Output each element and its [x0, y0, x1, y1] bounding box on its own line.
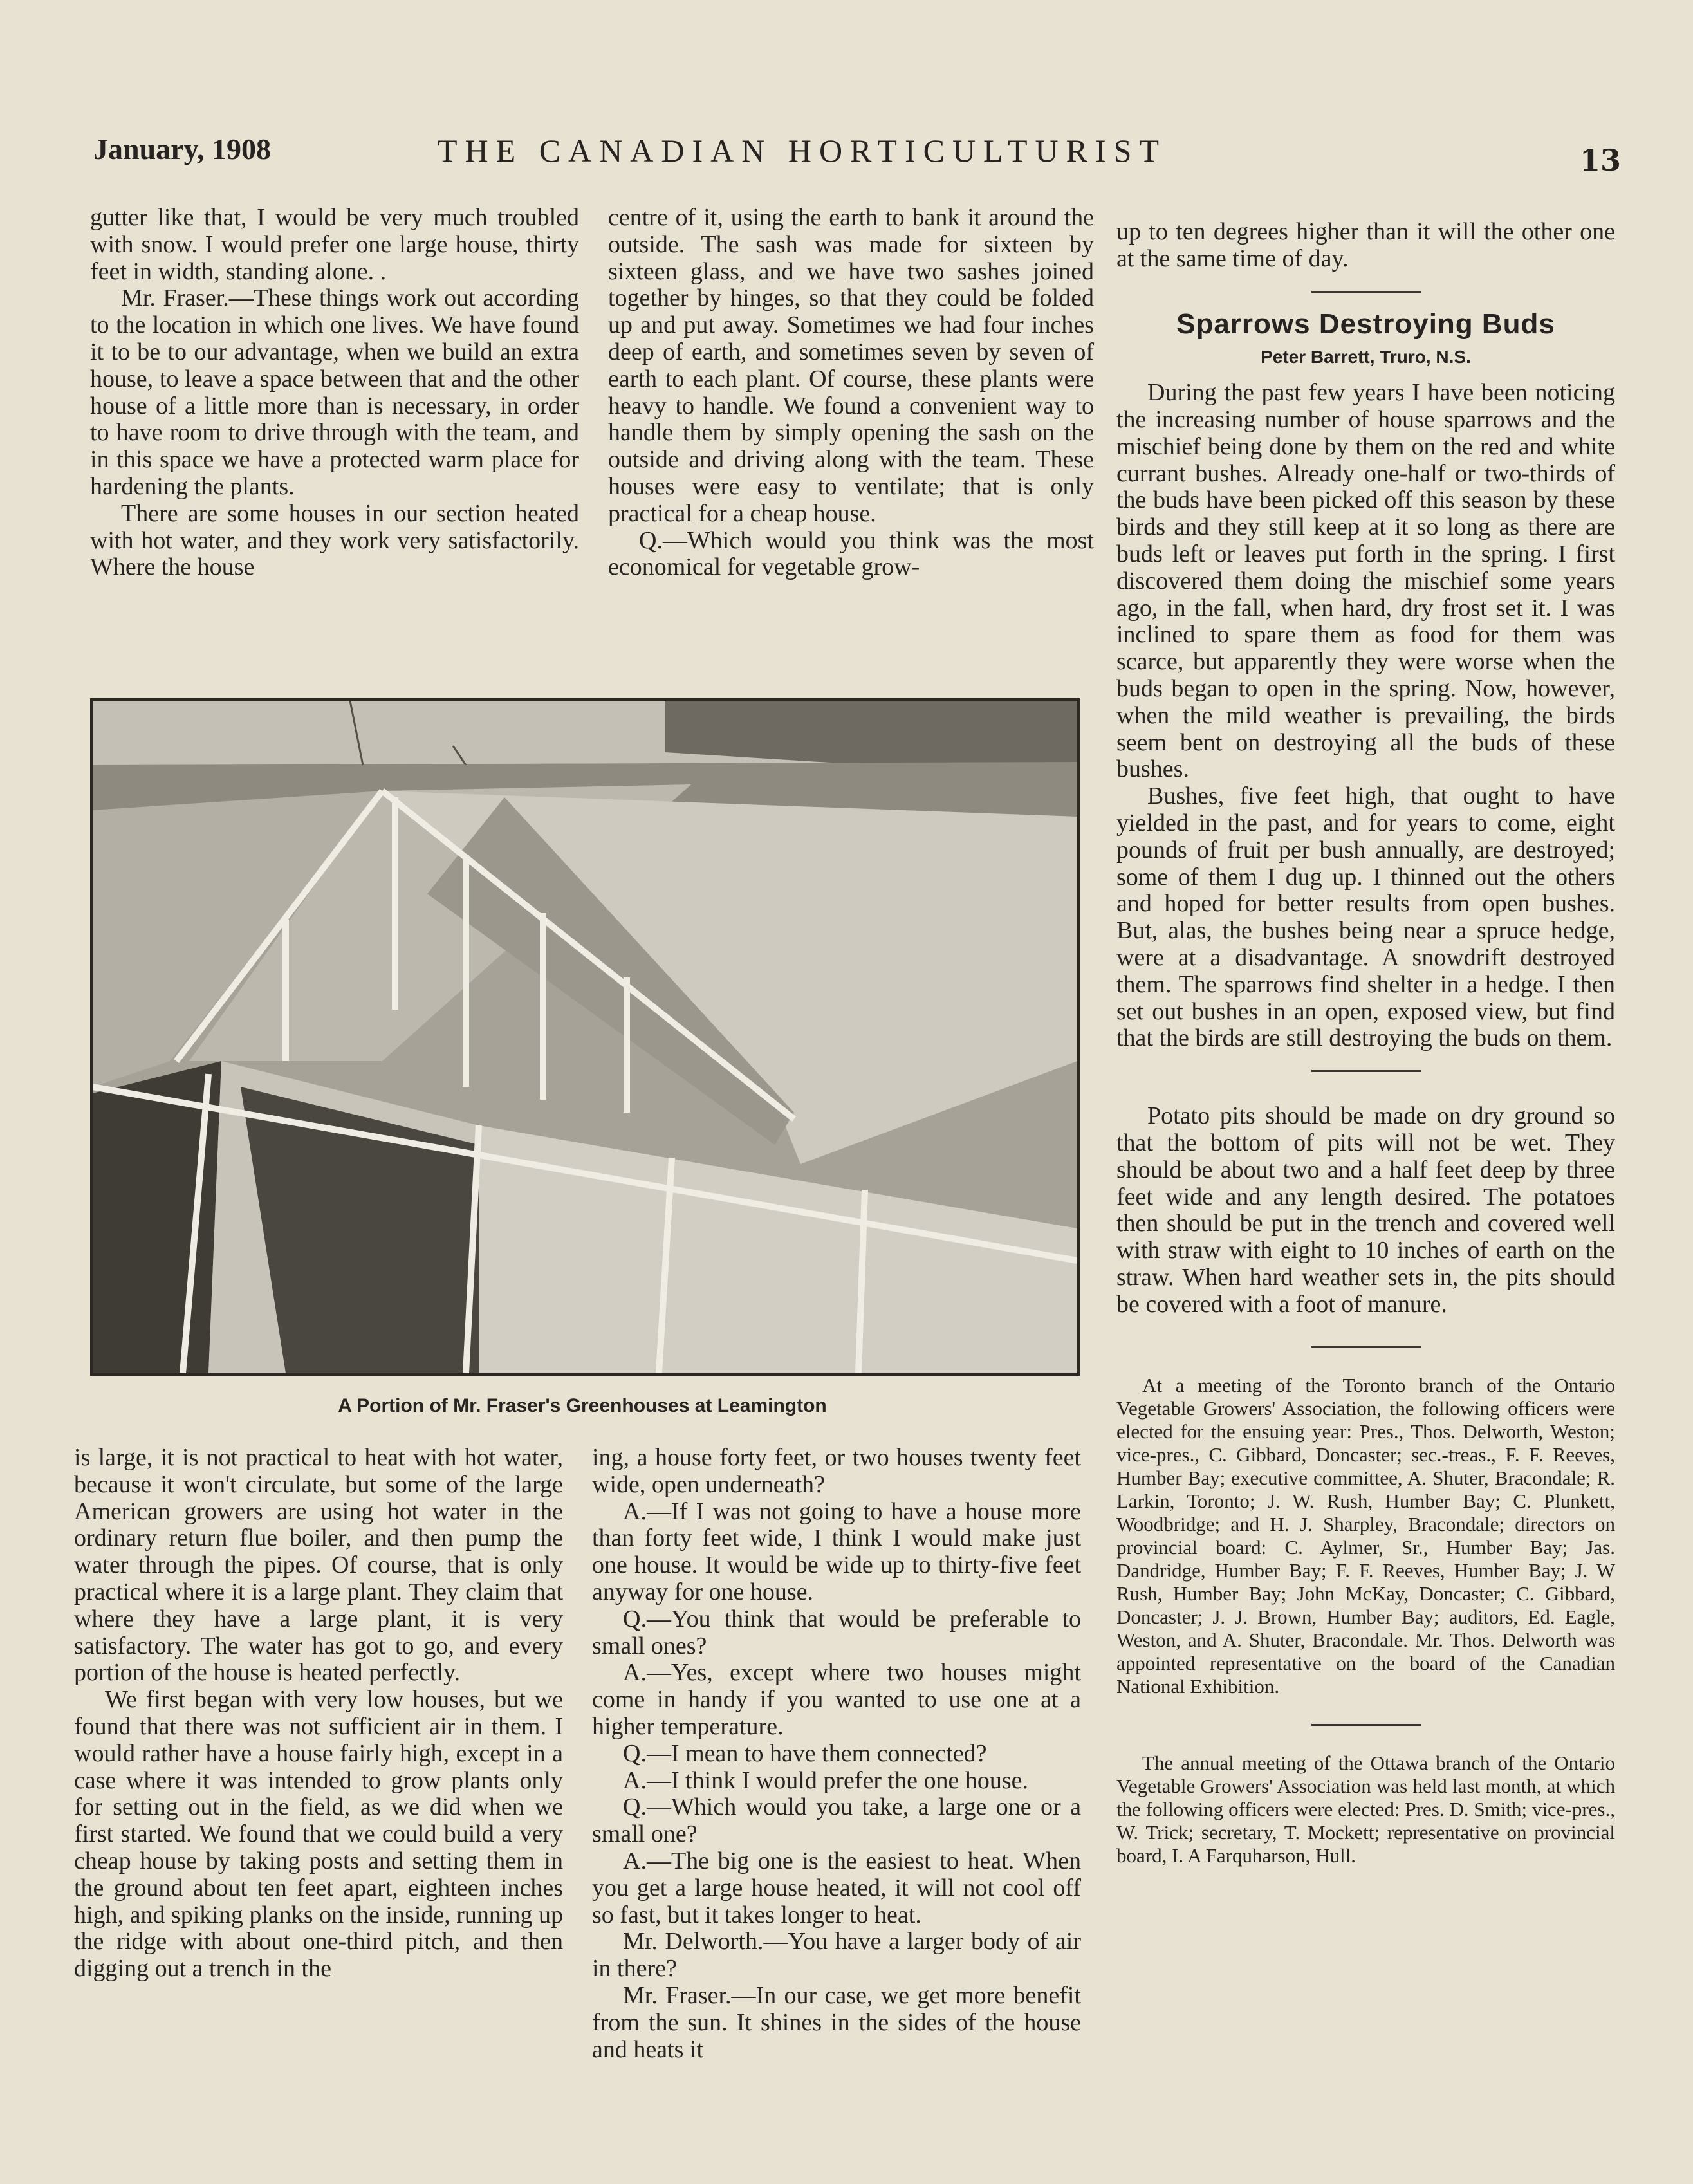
paragraph: Q.—You think that would be preferable to small ones?	[592, 1605, 1081, 1660]
paragraph: There are some houses in our section heated with hot water, and they work very satisfactorily. Where the house	[90, 499, 579, 581]
column-3	[1116, 219, 1615, 1867]
paragraph: We first began with very low houses, but we found that there was not sufficient air in them. I would rather have a house fairly high, except in a case where it was intended to grow plants only for setting out in the field, as we did when we first started. We found that we could build a very cheap house by taking posts and setting them in the ground about ten feet apart, eighteen inches high, and spiking planks on the inside, running up the ridge with about one-third pitch, and then digging out a trench in the	[74, 1686, 563, 1983]
paragraph: ing, a house forty feet, or two houses twenty feet wide, open underneath?	[592, 1444, 1081, 1498]
paragraph: During the past few years I have been noticing the increasing number of house sparrows and the mischief being done by them on the red and white currant bushes. Already one-half or two-thirds of the buds have been picked off this season by these birds and they still keep at it so long as there are buds left or leaves put forth in the spring. I first discovered them doing the mischief some years ago, in the fall, when hard, dry frost set it. I was inclined to spare them as food for them was scarce, but apparently they were worse when the buds began to open in the spring. Now, however, when the mild weather is prevailing, the birds seem bent on destroying all the buds of these bushes.	[1116, 379, 1615, 783]
paragraph: A.—If I was not going to have a house more than forty feet wide, I think I would make just one house. It would be wide up to thirty-five feet anyway for one house.	[592, 1497, 1081, 1606]
column-1-top	[90, 205, 579, 581]
paragraph: A.—I think I would prefer the one house.	[623, 1766, 1029, 1794]
paragraph: Bushes, five feet high, that ought to have yielded in the past, and for years to come, eight pounds of fruit per bush annually, are destroyed; some of them I dug up. I thinned out the others and hoped for better results from open bushes. But, alas, the bushes being near a spruce hedge, were at a disadvantage. A snowdrift destroyed them. The sparrows find shelter in a hedge. I then set out bushes in an open, exposed view, but find that the birds are still destroying the buds on them.	[1116, 782, 1615, 1052]
paragraph: Mr. Delworth.—You have a larger body of air in there?	[592, 1928, 1081, 1983]
paragraph: A.—The big one is the easiest to heat. When you get a large house heated, it will not cool off so fast, but it takes longer to heat.	[592, 1847, 1081, 1929]
masthead-title: THE CANADIAN HORTICULTURIST	[438, 133, 1167, 169]
paragraph: The annual meeting of the Ottawa branch of the Ontario Vegetable Growers' Association was held last month, at which the following officers were elected: Pres. D. Smith; vice-pres., W. Trick; secretary, T. Mockett; representative on provincial board, I. A Farquharson, Hull.	[1116, 1752, 1615, 1867]
potato-note: Potato pits should be made on dry ground so that the bottom of pits will not be wet. They should be about two and a half feet deep by three feet wide and any length desired. The potatoes then should be put in the trench and covered well with straw with eight to 10 inches of earth on the straw. When hard weather sets in, the pits should be covered with a foot of manure.	[1116, 1102, 1615, 1318]
column-2-bottom	[592, 1445, 1081, 2063]
paragraph: Q.—Which would you think was the most economical for vegetable grow-	[608, 526, 1094, 581]
divider	[1311, 291, 1421, 293]
paragraph: up to ten degrees higher than it will the other one at the same time of day.	[1116, 218, 1615, 272]
article-title: Sparrows Destroying Buds	[1176, 308, 1555, 340]
toronto-branch-note	[1116, 1374, 1615, 1698]
column-1-bottom	[74, 1445, 563, 1983]
issue-date: January, 1908	[93, 133, 272, 165]
paragraph: Mr. Fraser.—In our case, we get more benefit from the sun. It shines in the sides of the house and heats it	[592, 1981, 1081, 2063]
divider	[1311, 1724, 1421, 1726]
ottawa-branch-note	[1116, 1752, 1615, 1867]
column-2-top	[608, 205, 1094, 581]
greenhouse-photo	[90, 698, 1080, 1376]
article-byline: Peter Barrett, Truro, N.S.	[1261, 347, 1471, 367]
greenhouse-illustration	[93, 701, 1077, 1373]
paragraph: Mr. Fraser.—These things work out according to the location in which one lives. We have found it to be to our advantage, when we build an extra house, to leave a space between that and the other house of a little more than is necessary, in order to have room to drive through with the team, and in this space we have a protected warm place for hardening the plants.	[90, 284, 579, 500]
divider	[1311, 1346, 1421, 1348]
paragraph: At a meeting of the Toronto branch of the Ontario Vegetable Growers' Association, the following officers were elected for the ensuing year: Pres., Thos. Delworth, Weston; vice-pres., C. Gibbard, Doncaster; sec.-treas., F. F. Reeves, Humber Bay; executive committee, A. Shuter, Bracondale; R. Larkin, Toronto; J. W. Rush, Humber Bay; C. Plunkett, Woodbridge; and H. J. Sharpley, Bracondale; directors on provincial board: C. Aylmer, Sr., Humber Bay; Jas. Dandridge, Humber Bay; F. F. Reeves, Humber Bay; J. W Rush, Humber Bay; John McKay, Doncaster; C. Gibbard, Doncaster; J. J. Brown, Humber Bay; auditors, Ed. Eagle, Weston, and A. Shuter, Bracondale. Mr. Thos. Delworth was appointed representative on the board of the Canadian National Exhibition.	[1116, 1374, 1615, 1698]
page-number: 13	[1580, 143, 1622, 178]
photo-caption: A Portion of Mr. Fraser's Greenhouses at Leamington	[338, 1395, 827, 1416]
paragraph: centre of it, using the earth to bank it around the outside. The sash was made for sixteen by sixteen glass, and we have two sashes joined together by hinges, so that they could be folded up and put away. Sometimes we had four inches deep of earth, and sometimes seven by seven of earth to each plant. Of course, these plants were heavy to handle. We found a convenient way to handle them by simply opening the sash on the outside and driving along with the team. These houses were easy to ventilate; that is only practical for a cheap house.	[608, 204, 1094, 527]
paragraph: Q.—Which would you take, a large one or a small one?	[592, 1793, 1081, 1848]
paragraph: gutter like that, I would be very much troubled with snow. I would prefer one large house, thirty feet in width, standing alone. .	[90, 204, 579, 285]
paragraph: is large, it is not practical to heat with hot water, because it won't circulate, but some of the large American growers are using hot water in the ordinary return flue boiler, and then pump the water through the pipes. Of course, that is only practical where it is a large plant. They claim that where they have a large plant, it is very satisfactory. The water has got to go, and every portion of the house is heated perfectly.	[74, 1444, 563, 1687]
divider	[1311, 1070, 1421, 1072]
paragraph: A.—Yes, except where two houses might come in handy if you wanted to use one at a higher temperature.	[592, 1659, 1081, 1740]
paragraph: Q.—I mean to have them connected?	[623, 1739, 987, 1767]
